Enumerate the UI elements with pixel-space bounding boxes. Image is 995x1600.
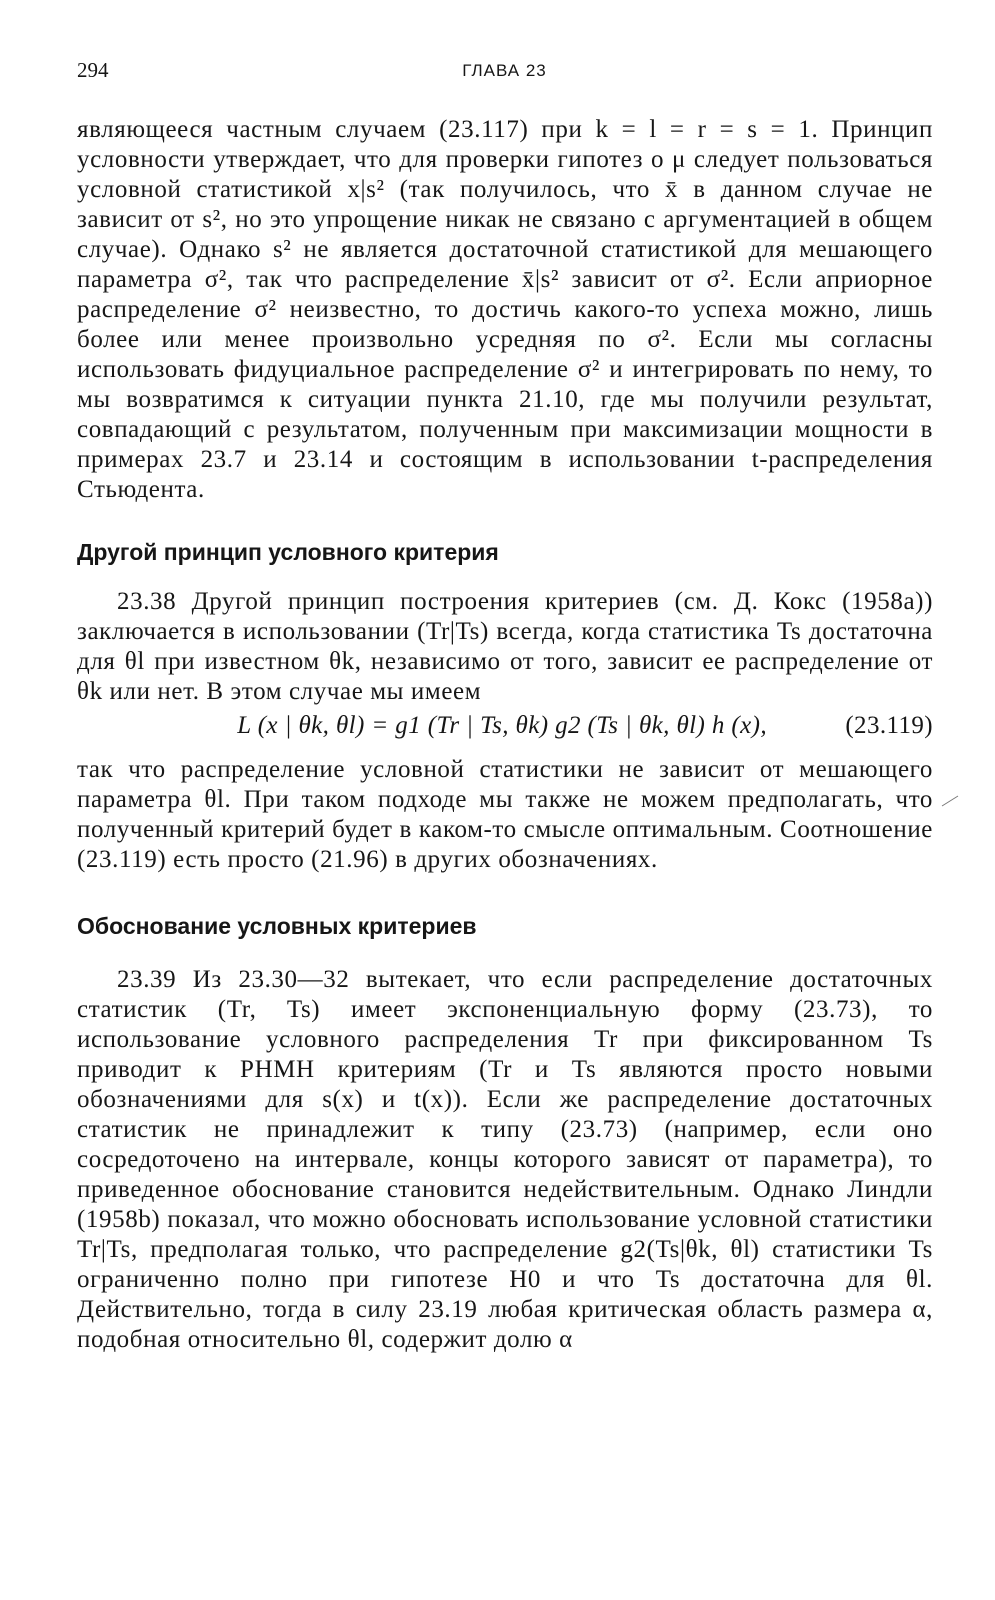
paragraph-4: 23.39 Из 23.30—32 вытекает, что если распределение достаточных статистик (Tr, Ts) имеет экспоненциальную форму (23.73), то использование условного распределения Tr при фиксированном Ts приводит к РНМН критериям (Tr и Ts являются просто новыми обозначениями для s(x) и t(x)). Если же распределение достаточных статистик не принадлежит к типу (23.73) (например, если оно сосредоточено на интервале, концы которого зависят от параметра), то приведенное обоснование становится недействительным. Однако Линдли (1958b) показал, что можно обосновать использование условной статистики Tr|Ts, предполагая только, что распределение g2(Ts|θk, θl) статистики Ts ограниченно полно при гипотезе H0 и что Ts достаточна для θl. Действительно, тогда в силу 23.19 любая критическая область размера α, подобная относительно θl, содержит долю α [77, 966, 933, 1353]
running-head: ГЛАВА 23 [462, 61, 547, 80]
page-number: 294 [77, 58, 109, 82]
equation-number: (23.119) [845, 712, 933, 739]
section-heading-1: Другой принцип условного критерия [77, 539, 499, 565]
margin-mark [940, 792, 960, 812]
equation-formula: L (x | θk, θl) = g1 (Tr | Ts, θk) g2 (Ts | θk, θl) h (x), [237, 712, 767, 739]
page-body [77, 115, 933, 1355]
page-header [77, 58, 932, 88]
section-heading-2: Обоснование условных критериев [77, 913, 477, 939]
paragraph-2: 23.38 Другой принцип построения критериев (см. Д. Кокс (1958a)) заключается в использовании (Tr|Ts) всегда, когда статистика Ts достаточна для θl при известном θk, независимо от того, зависит ее распределение от θk или нет. В этом случае мы имеем [77, 588, 933, 705]
paragraph-1: являющееся частным случаем (23.117) при k = l = r = s = 1. Принцип условности утверждает, что для проверки гипотез о μ следует пользоваться условной статистикой x|s² (так получилось, что x̄ в данном случае не зависит от s², но это упрощение никак не связано с аргументацией в общем случае). Однако s² не является достаточной статистикой для мешающего параметра σ², так что распределение x̄|s² зависит от σ². Если априорное распределение σ² неизвестно, то достичь какого-то успеха можно, лишь более или менее произвольно усредняя по σ². Если мы согласны использовать фидуциальное распределение σ² и интегрировать по нему, то мы возвратимся к ситуации пункта 21.10, где мы получили результат, совпадающий с результатом, полученным при максимизации мощности в примерах 23.7 и 23.14 и состоящим в использовании t-распределения Стьюдента. [77, 116, 933, 503]
paragraph-3: так что распределение условной статистики не зависит от мешающего параметра θl. При таком подходе мы также не можем предполагать, что полученный критерий будет в каком-то смысле оптимальным. Соотношение (23.119) есть просто (21.96) в других обозначениях. [77, 756, 933, 873]
equation-23-119 [77, 711, 933, 741]
